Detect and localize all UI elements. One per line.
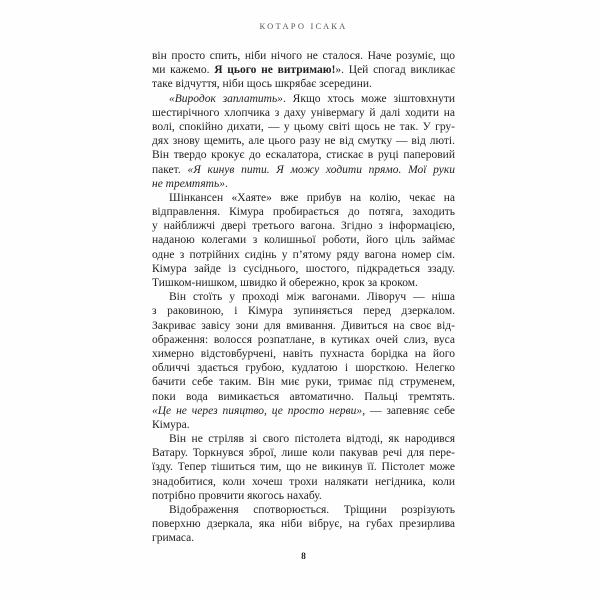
text-line	[152, 77, 455, 91]
text-run: ображення: волосся розпатлане, в кутиках очей слиз, вуса	[152, 333, 455, 346]
text-run: химерно відстовбурчені, навіть пухнаста борідка на його	[152, 347, 455, 360]
paragraph	[152, 191, 455, 290]
text-line	[152, 219, 455, 233]
text-line	[152, 304, 455, 318]
text-run: відправлення. Кімура пробирається до потяга, заходить	[152, 206, 455, 219]
text-line	[152, 446, 455, 460]
text-line	[152, 276, 455, 290]
text-run: потрібно провчити якогось нахабу.	[152, 489, 322, 502]
text-run: Кімура зайде із сусіднього, шостого, підкрадеться ззаду.	[152, 262, 455, 275]
text-run: обличчі здається грубою, кудлатою і шорсткою. Нелегко	[152, 362, 455, 375]
text-run: з раковиною, і Кімура зупиняється перед дзеркалом.	[152, 305, 455, 318]
text-line	[152, 49, 455, 63]
text-line	[152, 191, 455, 205]
paragraph	[152, 92, 455, 191]
text-run: волі, спокійно дихати, — у цьому світі щось не так. У гру-	[152, 120, 455, 133]
text-run: бачити себе таким. Він миє руки, тримає під струменем,	[152, 376, 455, 389]
text-line	[152, 319, 455, 333]
text-run: ». Цей спогад викликає	[335, 64, 456, 77]
text-line	[152, 106, 455, 120]
text-line	[152, 517, 455, 531]
text-line	[152, 120, 455, 134]
text-run: Ватару. Торкнувся зброї, лише коли пакував речі для пере-	[152, 447, 455, 460]
text-line	[152, 134, 455, 148]
text-run: у найближчі двері третього вагона. Згідно з інформацією,	[152, 220, 455, 233]
text-run: поки вода вимикається автоматично. Пальці тремтять.	[152, 390, 455, 403]
text-run: Кімура.	[152, 418, 190, 431]
text-run: шестирічного хлопчика з даху універмагу й далі ходити на	[152, 106, 455, 119]
text-run: . Якщо хтось може зіштовхнути	[282, 92, 455, 105]
text-line	[152, 390, 455, 404]
text-line	[152, 205, 455, 219]
italic-text-run: «Це не через пияцтво, це просто нерви»	[152, 404, 363, 417]
text-run: Шінкансен «Хаяте» вже прибув на колію, чекає на	[169, 191, 455, 204]
text-line	[152, 163, 455, 177]
text-run: знадобитися, коли хочеш трохи налякати негідника, коли	[152, 475, 455, 488]
text-run: гримаса.	[152, 532, 195, 545]
text-run: поверхню дзеркала, яка ніби вібрує, на губах презирлива	[152, 518, 455, 531]
text-line	[152, 404, 455, 418]
text-line	[152, 418, 455, 432]
text-run: пакет.	[152, 163, 188, 176]
bold-text-run: Я цього не витримаю!	[214, 64, 336, 77]
text-run: Він не стріляв зі свого пістолета відтоді, як народився	[169, 433, 455, 446]
italic-text-run: «Виродок заплатить»	[169, 92, 283, 105]
text-line	[152, 148, 455, 162]
text-line	[152, 262, 455, 276]
italic-text-run: «Я кинув пити. Я можу ходити прямо. Мої руки	[187, 163, 455, 176]
text-line	[152, 63, 455, 77]
text-line	[152, 347, 455, 361]
text-run: Закриває завісу зони для вмивання. Дивиться на своє від-	[152, 319, 455, 332]
paragraph	[152, 503, 455, 546]
paragraph	[152, 290, 455, 432]
text-run: одне з потрійних сидінь у п’ятому ряду вагона номер сім.	[152, 248, 455, 261]
text-run: він просто спить, ніби нічого не сталося. Наче розуміє, що	[152, 50, 455, 62]
text-line	[152, 432, 455, 446]
page-number: 8	[301, 552, 306, 562]
text-run: Він стоїть у проході між вагонами. Ліворуч — ніша	[169, 291, 455, 304]
text-line	[152, 460, 455, 474]
text-line	[152, 92, 455, 106]
text-run: Тишком-нишком, швидко й обережно, крок за кроком.	[152, 277, 418, 289]
text-line	[152, 475, 455, 489]
text-line	[152, 489, 455, 503]
text-line	[152, 177, 455, 191]
text-run: їзду. Тепер тішиться тим, що не викинув її. Пістолет може	[152, 461, 455, 474]
text-line	[152, 531, 455, 545]
text-line	[152, 248, 455, 262]
paragraph	[152, 432, 455, 503]
text-run: ми кажемо.	[152, 64, 215, 77]
paragraph	[152, 49, 455, 92]
text-run: Він твердо крокує до ескалатора, стискає в руці паперовий	[152, 149, 455, 162]
page-body	[152, 49, 455, 546]
text-run: .	[224, 177, 228, 190]
text-line	[152, 361, 455, 375]
text-line	[152, 290, 455, 304]
text-run: наданою колегами з колишньої роботи, його ціль займає	[152, 234, 455, 247]
text-run: , — запевняє себе	[362, 404, 456, 417]
text-run: Відображення спотворюється. Тріщини розрізують	[169, 504, 455, 516]
text-line	[152, 503, 455, 517]
text-run: таке відчуття, ніби щось шкрябає зсередини.	[152, 78, 372, 91]
italic-text-run: не тремтять»	[152, 177, 225, 190]
text-line	[152, 233, 455, 247]
text-run: дях знову щемить, але цього разу не від смутку — від люті.	[152, 135, 455, 148]
text-line	[152, 375, 455, 389]
running-head-author: КОТАРО ІСАКА	[259, 21, 348, 31]
text-line	[152, 333, 455, 347]
